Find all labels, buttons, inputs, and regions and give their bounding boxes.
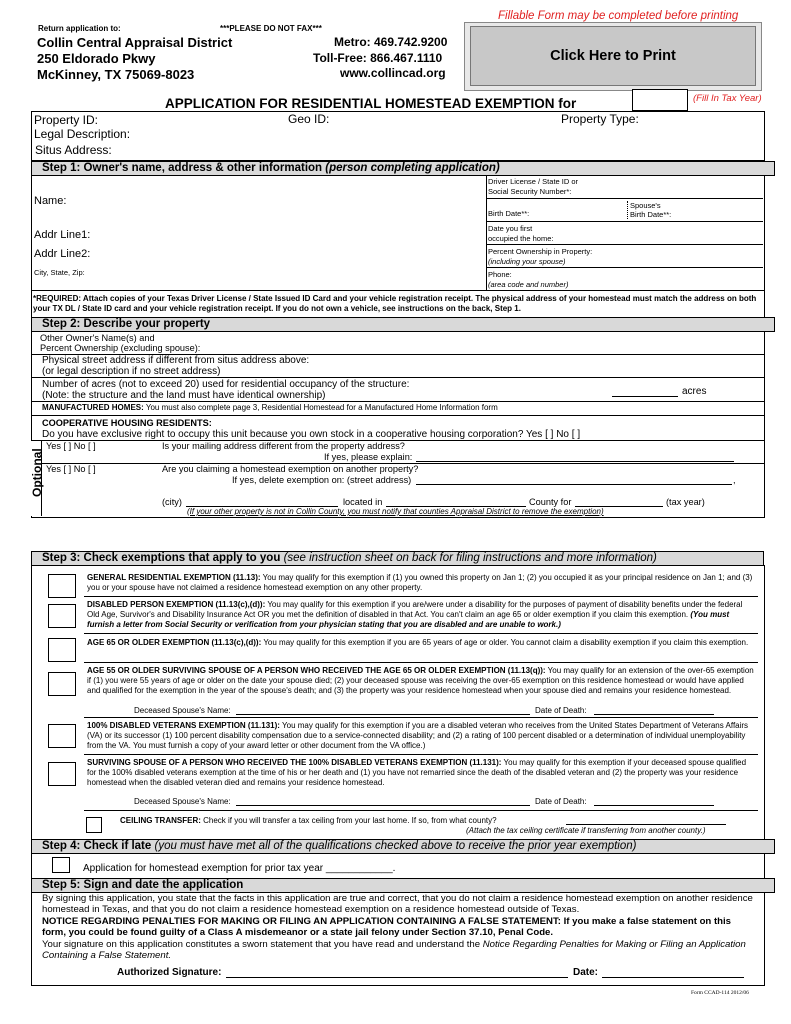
ceiling-note: (Attach the tax ceiling certificate if transferring from another county.): [466, 826, 706, 835]
geo-id-label: Geo ID:: [288, 112, 330, 126]
step5-paragraph1: By signing this application, you state that the facts in this application are true and correct, that you do not claim a residence homestead exemption on another residence homestead in Texas, and that you do not claim a residence homestead exemption on a residence homestead outside of Texas.: [42, 893, 753, 916]
phone-label-1: Phone:: [488, 270, 512, 279]
property-type-label: Property Type:: [561, 112, 639, 126]
coop-question: Do you have exclusive right to occupy this unit because you own stock in a cooperative housing corporation? Yes [ ] No [ ]: [42, 429, 581, 440]
phone-label-2: (area code and number): [488, 280, 569, 289]
date-occupied-label-2: occupied the home:: [488, 234, 554, 243]
another-yesno: Yes [ ] No [ ]: [46, 464, 96, 474]
dl-label-1: Driver License / State ID or: [488, 177, 579, 186]
late-checkbox[interactable]: [52, 857, 70, 873]
spouse-label-1: Spouse's: [630, 201, 661, 210]
print-button-label: Click Here to Print: [550, 48, 676, 64]
step5-notice: NOTICE REGARDING PENALTIES FOR MAKING OR FILING AN APPLICATION CONTAINING A FALSE STATEMENT: If you make a false statement on this form, you could be found guilty of a Class A misdemeanor or a state jail felony under Section 37.10, Penal Code.: [42, 916, 732, 939]
manufactured-bold: MANUFACTURED HOMES:: [42, 403, 144, 412]
ceiling-text: CEILING TRANSFER: Check if you will transfer a tax ceiling from your last home. If so, from what county?: [120, 816, 497, 825]
other-county-note: (If your other property is not in Collin County, you must notify that counties Appraisal District to remove the exemption): [187, 507, 604, 516]
surviving-checkbox[interactable]: [48, 762, 76, 786]
age55-text: AGE 55 OR OLDER SURVIVING SPOUSE OF A PERSON WHO RECEIVED THE AGE 65 OR OLDER EXEMPTION (11.13(q)): You may qualify for an extension of the over-65 exemption if (1) you were 55 years of age or older on the date your spouse died; (2) your deceased spouse was receiving the over-65 exemption on this residence homestead or would have applied and qualified for the exemption in the year of the spouse's death; and (3) the property was your residence homestead when your spouse died and remains your residence homestead.: [87, 666, 754, 695]
explain-input[interactable]: [416, 461, 734, 462]
dl-label-2: Social Security Number*:: [488, 187, 572, 196]
step4-title-italic: (you must have met all of the qualifications checked above to receive the prior year exemption): [154, 840, 637, 852]
manufactured-homes: [42, 403, 498, 412]
addr2-label: Addr Line2:: [34, 248, 91, 260]
birth-date-label: Birth Date**:: [488, 209, 530, 218]
situs-address-label: Situs Address:: [35, 143, 112, 157]
no-fax-note: ***PLEASE DO NOT FAX***: [220, 24, 322, 33]
general-text: GENERAL RESIDENTIAL EXEMPTION (11.13): You may qualify for this exemption if (1) you owned this property on Jan 1; (2) you occupied it as your principal residence on Jan 1; and (3) you or your spouse have not claimed a residence homestead exemption on any other property.: [87, 573, 753, 592]
age55-date-input[interactable]: [594, 714, 714, 715]
step5-title: Step 5: Sign and date the application: [42, 879, 244, 891]
age55-date-label: Date of Death:: [535, 706, 587, 715]
acres-note: (Note: the structure and the land must have identical ownership): [42, 390, 326, 401]
disabled-text: DISABLED PERSON EXEMPTION (11.13(c),(d)): You may qualify for this exemption if you are/were under a disability for the purposes of payment of disability benefits under the federal Old Age, Survivor's and Disability Insurance Act OR you met the definition of disabled in that Act. You can't claim an age 65 or older exemption if you claim this exemption. (You must furnish a letter from Social Security or verification from your physician stating that you are disabled and are unable to work.): [87, 600, 743, 629]
address-line1: 250 Eldorado Pkwy: [37, 51, 156, 66]
property-id-label: Property ID:: [34, 113, 99, 127]
step3-title-italic: (see instruction sheet on back for filing instructions and more information): [283, 552, 657, 564]
step1-title: Step 1: Owner's name, address & other information: [42, 162, 323, 174]
physical-street-label: Physical street address if different from situs address above:: [42, 355, 310, 366]
form-title: APPLICATION FOR RESIDENTIAL HOMESTEAD EXEMPTION for: [165, 96, 577, 111]
age65-checkbox[interactable]: [48, 638, 76, 662]
surviving-date-label: Date of Death:: [535, 797, 587, 806]
metro-phone: Metro: 469.742.9200: [334, 35, 448, 49]
optional-label: Optional: [30, 448, 44, 497]
manufactured-text: You must also complete page 3, Residential Homestead for a Manufactured Home Information form: [145, 403, 498, 412]
percent-label-2: (including your spouse): [488, 257, 566, 266]
required-note: *REQUIRED: Attach copies of your Texas Driver License / State Issued ID Card and your vehicle registration receipt. The physical address of your homestead must match the address on both your TX DL / State ID card and your vehicle registration receipt. If you do not own a vehicle, see instructions on the back, Step 1.: [33, 294, 757, 313]
step1-divider: [486, 176, 487, 291]
website: www.collincad.org: [340, 66, 446, 80]
date-label: Date:: [573, 967, 599, 978]
date-occupied-label-1: Date you first: [488, 224, 533, 233]
disabled-checkbox[interactable]: [48, 604, 76, 628]
age55-checkbox[interactable]: [48, 672, 76, 696]
legal-description-label: Legal Description:: [34, 127, 131, 141]
step5-header: [31, 878, 775, 893]
explain-label: If yes, please explain:: [324, 452, 413, 462]
date-input[interactable]: [602, 977, 744, 978]
step1-header: [31, 161, 775, 176]
age55-deceased-label: Deceased Spouse's Name:: [134, 706, 231, 715]
another-question: Are you claiming a homestead exemption on another property?: [162, 464, 419, 474]
tollfree-phone: Toll-Free: 866.467.1110: [313, 51, 443, 65]
step5-paragraph2: Your signature on this application constitutes a sworn statement that you have read and understand the Notice Regarding Penalties for Making or Filing an Application Containing a False Statement.: [42, 939, 746, 962]
surviving-deceased-label: Deceased Spouse's Name:: [134, 797, 231, 806]
ceiling-county-input[interactable]: [566, 824, 726, 825]
acres-question: Number of acres (not to exceed 20) used for residential occupancy of the structure:: [42, 379, 410, 390]
surviving-text: SURVIVING SPOUSE OF A PERSON WHO RECEIVED THE 100% DISABLED VETERANS EXEMPTION (11.131): You may qualify for this exemption if your deceased spouse qualified for the 100% disabled veterans exemption at the time of his or her death and (1) you have not remarried since the death of the disabled veteran and (2) the property was your residence homestead when the disabled veteran died and remains your residence homestead.: [87, 758, 747, 787]
print-button[interactable]: [470, 26, 756, 86]
tax-year-input[interactable]: [632, 89, 688, 111]
step2-header: [31, 317, 775, 332]
spouse-label-2: Birth Date**:: [630, 210, 672, 219]
coop-title: COOPERATIVE HOUSING RESIDENTS:: [42, 418, 212, 428]
property-box: [31, 111, 765, 161]
other-owners-label: Other Owner's Name(s) and: [40, 333, 155, 343]
general-checkbox[interactable]: [48, 574, 76, 598]
legal-desc-note: (or legal description if no street address): [42, 366, 221, 377]
mailing-question: Is your mailing address different from the property address?: [162, 441, 405, 451]
prior-year-label: Application for homestead exemption for prior tax year ____________.: [83, 863, 396, 874]
signature-label: Authorized Signature:: [117, 967, 222, 978]
located-in-label: located in: [343, 497, 383, 507]
acres-unit: acres: [682, 386, 707, 397]
percent-excl-label: Percent Ownership (excluding spouse):: [40, 343, 201, 353]
age65-text: AGE 65 OR OLDER EXEMPTION (11.13(c),(d)): You may qualify for this exemption if you are 65 years of age or older. You cannot claim a disability exemption if you claim this exemption.: [87, 638, 749, 647]
city-label-2: (city): [162, 497, 182, 507]
delete-label: If yes, delete exemption on: (street address): [232, 475, 412, 485]
fillable-note: Fillable Form may be completed before printing: [498, 10, 739, 22]
surviving-date-input[interactable]: [594, 805, 714, 806]
signature-input[interactable]: [226, 977, 568, 978]
acres-input[interactable]: [612, 396, 678, 397]
step1-title-italic: (person completing application): [325, 162, 500, 174]
district-name: Collin Central Appraisal District: [37, 35, 233, 50]
tax-year-label: (tax year): [666, 497, 705, 507]
surviving-deceased-input[interactable]: [236, 805, 530, 806]
step3-title: Step 3: Check exemptions that apply to you: [42, 552, 281, 564]
step4-header: [31, 839, 775, 854]
address-line2: McKinney, TX 75069-8023: [37, 67, 195, 82]
county-for-label: County for: [529, 497, 572, 507]
name-label: Name:: [34, 195, 67, 207]
ceiling-checkbox[interactable]: [86, 817, 102, 833]
delete-street-input[interactable]: [416, 484, 732, 485]
return-label: Return application to:: [38, 24, 121, 33]
step2-title: Step 2: Describe your property: [42, 318, 211, 330]
step3-header: [31, 551, 764, 566]
percent-label-1: Percent Ownership in Property:: [488, 247, 593, 256]
step4-title: Step 4: Check if late: [42, 840, 152, 852]
vet100-text: 100% DISABLED VETERANS EXEMPTION (11.131): You may qualify for this exemption if you are a disabled veteran who receives from the United States Department of Veterans Affairs (VA) or its successor (1) 100 percent disability compensation due to a service-connected disability; and (2) a rating of 100 percent disabled or a determination of individual unemployability from the VA. You must furnish a copy of your award letter or other document from the VA office.): [87, 721, 749, 750]
mailing-yesno: Yes [ ] No [ ]: [46, 441, 96, 451]
vet100-checkbox[interactable]: [48, 724, 76, 748]
addr1-label: Addr Line1:: [34, 229, 91, 241]
age55-deceased-input[interactable]: [236, 714, 530, 715]
tax-year-note: (Fill In Tax Year): [693, 93, 762, 104]
city-label: City, State, Zip:: [34, 268, 85, 277]
form-id: Form CCAD-114 2012/06: [691, 990, 749, 996]
